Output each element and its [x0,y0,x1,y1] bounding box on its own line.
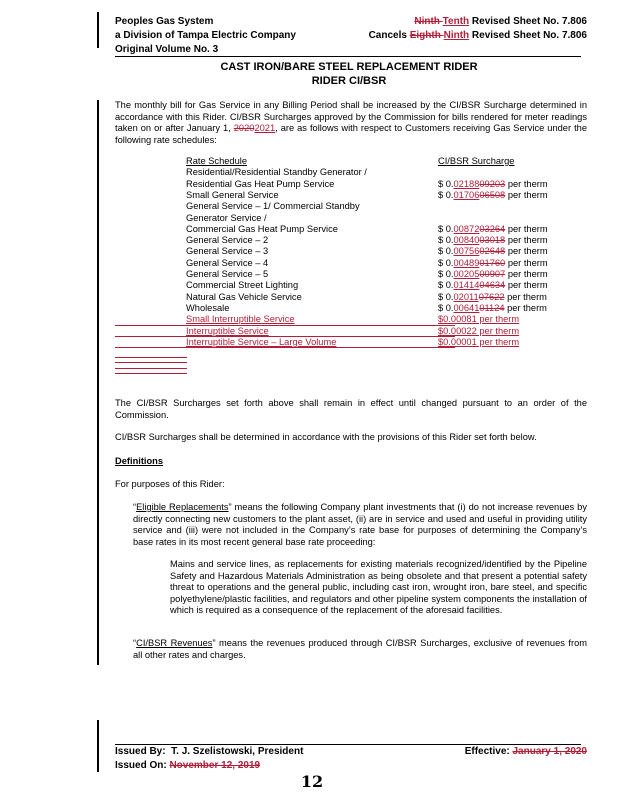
change-bar-bottom [97,720,99,772]
rate-schedule-name: General Service – 4 [186,257,269,268]
header-left [115,15,296,57]
surcharge-new-digits: 00641 [453,302,480,313]
intro-paragraph: The monthly bill for Gas Service in any Billing Period shall be increased by the CI/BSR Surcharge determined in accordance with this Rider. CI/BSR Surcharges approved by the Commission for bills rendered for meter readings taken on or after January 1, 20202021, are as follows with respect to Customers receiving Gas Service under the following rate schedules: [115,100,587,145]
rate-schedule-name: Generator Service / [186,212,267,223]
rate-schedule-name: General Service – 5 [186,269,269,279]
surcharge-new-digits: 02188 [453,178,480,189]
added-row-rule [115,325,455,326]
company-division: a Division of Tampa Electric Company [115,30,296,41]
surcharge-value [438,224,548,236]
surcharge-unit: per therm [505,280,548,291]
deleted-rule [115,368,187,369]
added-surcharge-value: $0.00022 per therm [438,325,520,336]
added-rate-schedule-name: Interruptible Service – Large Volume [186,336,337,347]
surcharge-unit: per therm [505,178,548,189]
surcharge-new-digits: 00872 [453,223,480,234]
deleted-rule [115,373,187,374]
surcharge-unit: per therm [505,223,548,234]
cancels-new-ordinal: Ninth [443,30,470,41]
cancels-sheet: Cancels Eighth Ninth Revised Sheet No. 7.806 [368,30,587,41]
surcharge-old-digits: 00907 [479,269,506,279]
rate-schedule-name: Natural Gas Vehicle Service [186,291,302,302]
surcharge-old-digits: 01760 [479,257,506,268]
rate-schedule-name: Small General Service [186,189,279,200]
surcharge-prefix: $ 0. [438,189,454,200]
effective-old-date: January 1, 2020 [512,746,587,757]
definition-subparagraph: Mains and service lines, as replacements for existing materials recognized/identified by the Pipeline Safety and Hazardous Materials Administration as being obsolete and that present a potential safety threat to operations and the general public, including cast iron, wrought iron, bare steel, and specific polyethylene/plastic facilities, and regulators and other pipeline system components the installation of which is required as a consequence of the replacement of the aforesaid facilities. [170,559,587,615]
surcharge-prefix: $ 0. [438,269,454,279]
rate-schedule-name: Wholesale [186,302,230,313]
surcharge-value [438,280,548,292]
added-surcharge-value: $0.00001 per therm [438,336,520,347]
surcharge-prefix: $ 0. [438,223,454,234]
surcharge-header: CI/BSR Surcharge [438,156,515,166]
surcharge-unit: per therm [505,269,548,279]
surcharge-prefix: $ 0. [438,246,454,257]
deleted-rule [115,357,187,358]
surcharge-value [438,292,547,304]
definition-cibsr-revenues: “CI/BSR Revenues” means the revenues produced through CI/BSR Surcharges, exclusive of revenues from all other rates and charges. [133,638,587,660]
determination-paragraph: CI/BSR Surcharges shall be determined in accordance with the provisions of this Rider set forth below. [115,432,537,442]
surcharge-value [438,303,547,315]
header-rule [115,56,581,57]
effective-label: Effective: [464,746,513,757]
surcharge-old-digits: 01124 [479,302,505,313]
surcharge-old-digits: 06508 [479,189,506,200]
rider-title: CAST IRON/BARE STEEL REPLACEMENT RIDER [220,61,478,73]
rate-schedule-name: General Service – 3 [186,246,269,257]
surcharge-old-digits: 03264 [479,223,506,234]
surcharge-old-digits: 04634 [479,280,506,291]
surcharge-old-digits: 02648 [479,246,506,257]
surcharge-value [438,235,548,247]
surcharge-prefix: $ 0. [438,235,454,246]
surcharge-new-digits: 00756 [453,246,480,257]
term-cibsr-revenues: CI/BSR Revenues [136,638,213,648]
surcharge-value [438,258,548,270]
surcharge-new-digits: 01414 [453,280,480,291]
issued-by [115,745,303,759]
volume-number: Original Volume No. 3 [115,44,219,55]
added-rate-schedule-name: Small Interruptible Service [186,314,295,325]
surcharge-unit: per therm [505,246,548,257]
sheet-number: Ninth Tenth Revised Sheet No. 7.806 [414,16,587,27]
surcharge-new-digits: 00840 [453,235,480,246]
added-surcharge-value: $0.00081 per therm [438,314,520,325]
rate-schedule-name: Commercial Gas Heat Pump Service [186,223,338,234]
year-new: 2021 [254,123,276,133]
surcharge-unit: per therm [505,235,548,246]
surcharge-prefix: $ 0. [438,291,454,302]
issued-by-label: Issued By: [115,746,166,757]
rate-table [186,156,586,356]
rate-schedule-name: General Service – 2 [186,235,269,246]
surcharge-prefix: $ 0. [438,302,454,313]
issued-on-label: Issued On: [115,760,170,771]
effective-date [465,745,587,759]
surcharge-prefix: $ 0. [438,257,454,268]
surcharge-prefix: $ 0. [438,178,454,189]
added-row-rule [115,347,455,348]
issued-by-value: T. J. Szelistowski, President [165,746,304,757]
surcharge-new-digits: 00205 [453,269,480,279]
cancels-old-ordinal: Eighth [409,30,444,41]
surcharge-old-digits: 03018 [479,235,506,246]
surcharge-new-digits: 01706 [453,189,480,200]
effect-paragraph: The CI/BSR Surcharges set forth above shall remain in effect until changed pursuant to an order of the Commission. [115,398,587,420]
rate-schedule-name: Residential/Residential Standby Generator / [186,167,367,178]
surcharge-prefix: $ 0. [438,280,454,291]
rider-subtitle: RIDER CI/BSR [311,75,387,87]
header-right [369,15,587,43]
surcharge-old-digits: 09203 [479,178,506,189]
sheet-old-ordinal: Ninth [414,16,443,27]
definition-eligible-replacements: “Eligible Replacements” means the following Company plant investments that (i) do not increase revenues by directly connecting new customers to the plant asset, (ii) are in service and used and useful in providing utility service and (iii) were not included in the Company’s rate base for purposes of determining the Company’s base rates in its most recent general base rate proceeding: [133,502,587,547]
company-name: Peoples Gas System [115,16,214,27]
surcharge-value [438,246,548,258]
change-bar-top [97,12,99,48]
surcharge-unit: per therm [505,257,548,268]
surcharge-value [438,179,548,191]
surcharge-unit: per therm [505,189,548,200]
purposes-paragraph: For purposes of this Rider: [115,479,225,489]
surcharge-old-digits: 07622 [478,291,505,302]
rate-schedule-name: Commercial Street Lighting [186,280,299,291]
rate-schedule-name: Residential Gas Heat Pump Service [186,178,335,189]
rate-schedule-header: Rate Schedule [186,156,247,166]
added-rate-schedule-name: Interruptible Service [186,325,269,336]
year-old: 2020 [233,123,255,133]
deleted-rule [115,362,187,363]
rate-schedule-name: General Service – 1/ Commercial Standby [186,201,360,212]
surcharge-value [438,190,548,202]
issued-on [115,759,260,773]
definitions-heading: Definitions [115,456,164,466]
surcharge-new-digits: 00489 [453,257,480,268]
page-number: 12 [300,772,324,791]
change-bar-middle [97,100,99,665]
issued-on-old-date: November 12, 2019 [169,760,261,771]
term-eligible-replacements: Eligible Replacements [136,502,229,512]
surcharge-value [438,269,548,281]
surcharge-unit: per therm [504,302,547,313]
surcharge-unit: per therm [504,291,547,302]
surcharge-new-digits: 02011 [453,291,479,302]
sheet-new-ordinal: Tenth [442,16,470,27]
